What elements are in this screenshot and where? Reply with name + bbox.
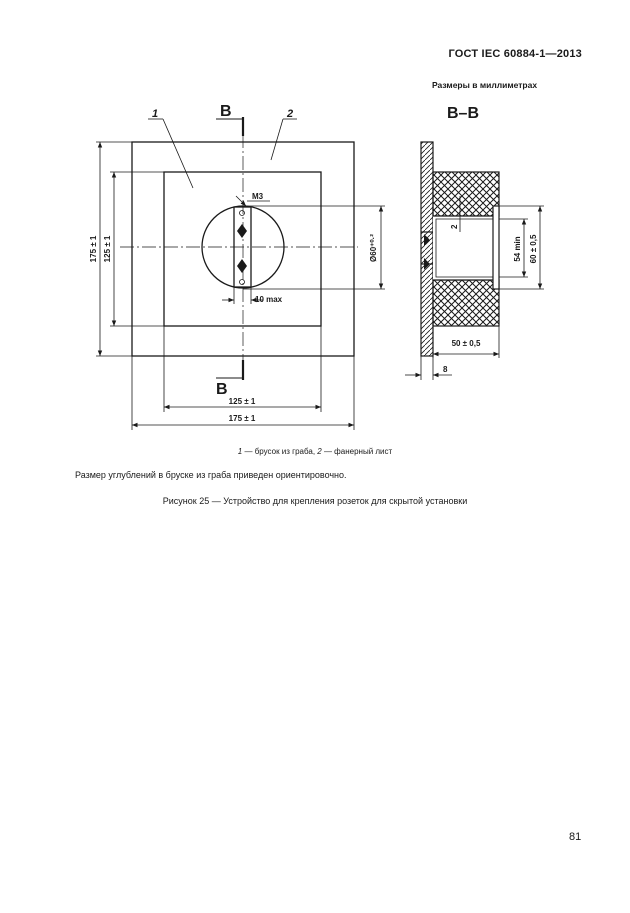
dim-small: 2 (450, 224, 459, 229)
dim-depth-min: 54 min (513, 236, 522, 262)
box-cavity (433, 216, 497, 280)
section-mark-top: B (220, 103, 232, 120)
section-mark-bottom: B (216, 381, 228, 398)
dim-width-tolerance: 50 ± 0,5 (451, 339, 481, 348)
figure-caption: Рисунок 25 — Устройство для крепления розеток для скрытой установки (162, 496, 468, 506)
dim-plate-thickness: 8 (443, 365, 448, 374)
dim-depth-tolerance: 60 ± 0,5 (529, 234, 538, 264)
section-title: B–B (447, 105, 480, 122)
part-label-1: 1 (152, 108, 159, 120)
legend-text-2: — фанерный лист (321, 447, 393, 456)
document-header: ГОСТ IEC 60884-1—2013 (448, 48, 582, 60)
plywood-section (421, 142, 433, 356)
units-note: Размеры в миллиметрах (432, 80, 538, 90)
front-view (120, 117, 358, 380)
legend-number-1: 1 (237, 447, 243, 456)
figure-legend (0, 447, 630, 456)
hornbeam-section-top (433, 172, 499, 216)
legend-text-1: — брусок из граба, (242, 447, 318, 456)
dim-slot-max: 10 max (255, 295, 283, 304)
dim-inner-height: 125 ± 1 (103, 235, 112, 263)
dim-thread: M3 (252, 192, 264, 201)
dim-outer-width: 175 ± 1 (228, 414, 256, 423)
section-view (421, 142, 499, 356)
dim-inner-width: 125 ± 1 (228, 397, 256, 406)
legend-number-2: 2 (317, 447, 322, 456)
part-label-2: 2 (287, 108, 294, 120)
dim-hole-diameter: Ø60⁺⁰·² (369, 234, 378, 262)
dim-outer-height: 175 ± 1 (89, 235, 98, 263)
hornbeam-section-bottom (433, 280, 499, 326)
figure-note: Размер углублений в бруске из граба приведен ориентировочно. (75, 470, 347, 480)
page-number: 81 (569, 831, 582, 843)
technical-drawing (0, 0, 630, 440)
